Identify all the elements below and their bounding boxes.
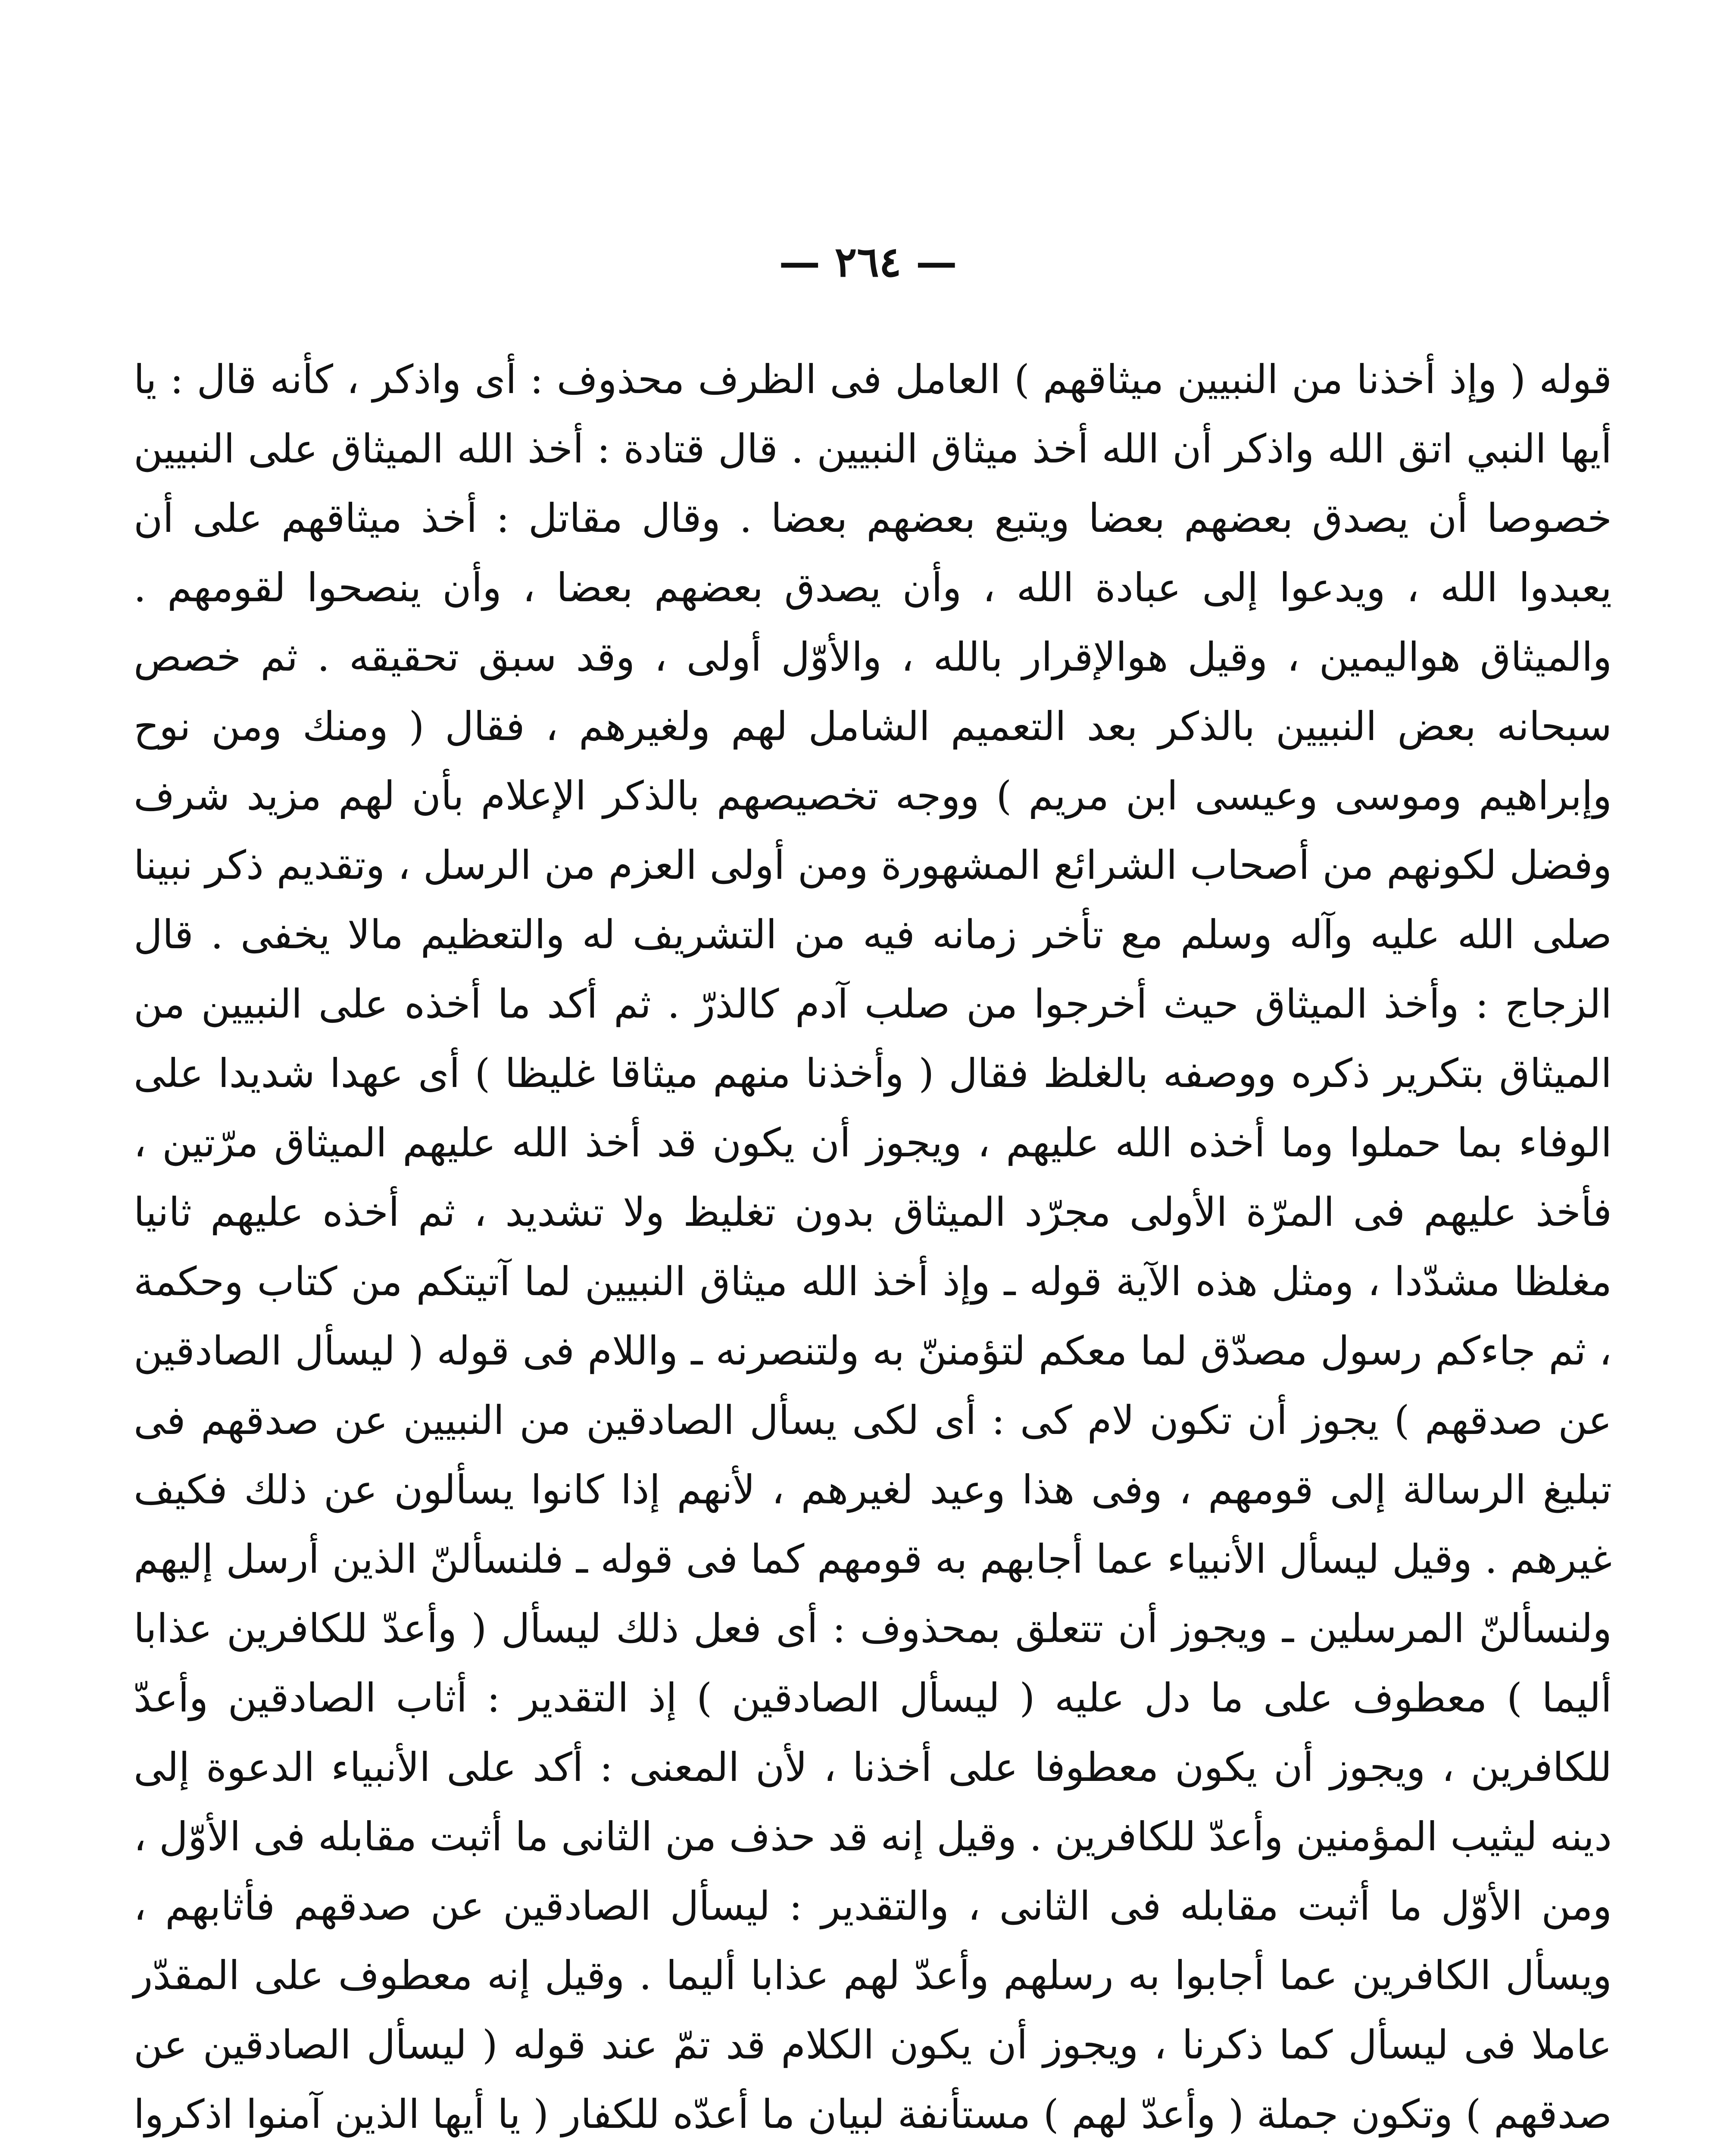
page-number: — ٢٦٤ —: [779, 237, 957, 286]
body-text-block: [134, 345, 1612, 2155]
body-paragraph: قوله ( وإذ أخذنا من النبيين ميثاقهم ) العامل فى الظرف محذوف : أى واذكر ، كأنه قال : يا أيها النبي اتق الله واذكر أن الله أخذ ميثاق النبيين . قال قتادة : أخذ الله الميثاق على النبيين خصوصا أن يصدق بعضهم بعضا ويتبع بعضهم بعضا . وقال مقاتل : أخذ ميثاقهم على أن يعبدوا الله ، ويدعوا إلى عبادة الله ، وأن يصدق بعضهم بعضا ، وأن ينصحوا لقومهم . والميثاق هواليمين ، وقيل هوالإقرار بالله ، والأوّل أولى ، وقد سبق تحقيقه . ثم خصص سبحانه بعض النبيين بالذكر بعد التعميم الشامل لهم ولغيرهم ، فقال ( ومنك ومن نوح وإبراهيم وموسى وعيسى ابن مريم ) ووجه تخصيصهم بالذكر الإعلام بأن لهم مزيد شرف وفضل لكونهم من أصحاب الشرائع المشهورة ومن أولى العزم من الرسل ، وتقديم ذكر نبينا صلى الله عليه وآله وسلم مع تأخر زمانه فيه من التشريف له والتعظيم مالا يخفى . قال الزجاج : وأخذ الميثاق حيث أخرجوا من صلب آدم كالذرّ . ثم أكد ما أخذه على النبيين من الميثاق بتكرير ذكره ووصفه بالغلظ فقال ( وأخذنا منهم ميثاقا غليظا ) أى عهدا شديدا على الوفاء بما حملوا وما أخذه الله عليهم ، ويجوز أن يكون قد أخذ الله عليهم الميثاق مرّتين ، فأخذ عليهم فى المرّة الأولى مجرّد الميثاق بدون تغليظ ولا تشديد ، ثم أخذه عليهم ثانيا مغلظا مشدّدا ، ومثل هذه الآية قوله ـ وإذ أخذ الله ميثاق النبيين لما آتيتكم من كتاب وحكمة ، ثم جاءكم رسول مصدّق لما معكم لتؤمننّ به ولتنصرنه ـ واللام فى قوله ( ليسأل الصادقين عن صدقهم ) يجوز أن تكون لام كى : أى لكى يسأل الصادقين من النبيين عن صدقهم فى تبليغ الرسالة إلى قومهم ، وفى هذا وعيد لغيرهم ، لأنهم إذا كانوا يسألون عن ذلك فكيف غيرهم . وقيل ليسأل الأنبياء عما أجابهم به قومهم كما فى قوله ـ فلنسألنّ الذين أرسل إليهم ولنسألنّ المرسلين ـ ويجوز أن تتعلق بمحذوف : أى فعل ذلك ليسأل ( وأعدّ للكافرين عذابا أليما ) معطوف على ما دل عليه ( ليسأل الصادقين ) إذ التقدير : أثاب الصادقين وأعدّ للكافرين ، ويجوز أن يكون معطوفا على أخذنا ، لأن المعنى : أكد على الأنبياء الدعوة إلى دينه ليثيب المؤمنين وأعدّ للكافرين . وقيل إنه قد حذف من الثانى ما أثبت مقابله فى الأوّل ، ومن الأوّل ما أثبت مقابله فى الثانى ، والتقدير : ليسأل الصادقين عن صدقهم فأثابهم ، ويسأل الكافرين عما أجابوا به رسلهم وأعدّ لهم عذابا أليما . وقيل إنه معطوف على المقدّر عاملا فى ليسأل كما ذكرنا ، ويجوز أن يكون الكلام قد تمّ عند قوله ( ليسأل الصادقين عن صدقهم ) وتكون جملة ( وأعدّ لهم ) مستأنفة لبيان ما أعدّه للكفار ( يا أيها الذين آمنوا اذكروا: [134, 356, 1612, 2137]
